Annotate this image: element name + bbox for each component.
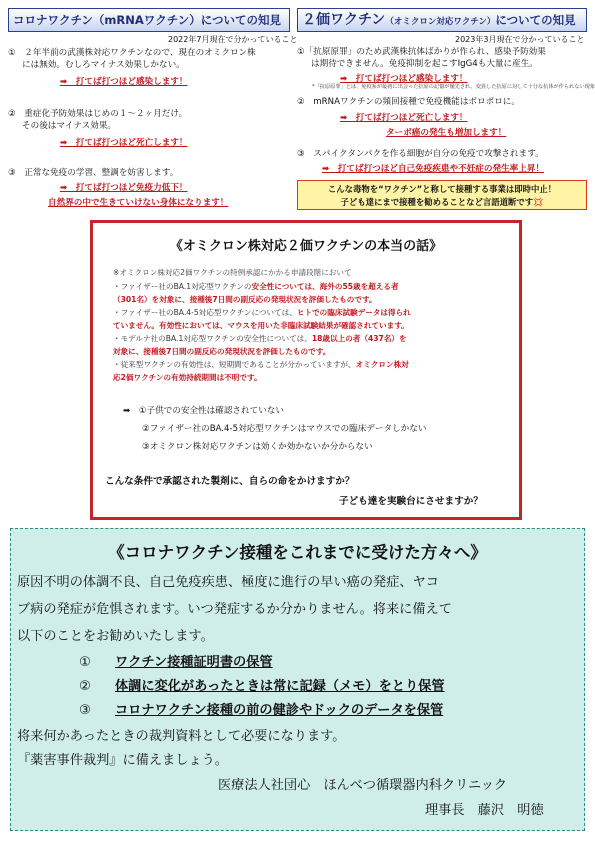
omicron-line-a: ・モデルナ社のBA.1対応型ワクチンの安全性については、: [113, 334, 312, 343]
right-item3-line1: ③ スパイクタンパクを作る細胞が自分の免疫で攻撃されます。: [297, 149, 544, 159]
right-item3-result: ➡ 打てば打つほど自己免疫疾患や不妊症の発生率上昇！: [322, 164, 545, 174]
omicron-line: [113, 307, 411, 319]
omicron-point-1: ➡ ①子供での安全性は確認されていない: [123, 406, 284, 416]
question-1: こんな条件で承認された製剤に、自らの命をかけますか？: [105, 476, 355, 487]
right-item1-result: ➡ 打てば打つほど感染します！: [340, 74, 468, 84]
right-as-of: 2023年3月現在で分かっていること: [455, 35, 585, 44]
omicron-line-b: ヒトでの臨床試験データは得られ: [296, 308, 411, 317]
right-item1-note: *「抗原原罪」とは、免疫系が最初に出会った抗原の記憶が優先され、変異した抗原に対して十分な抗体が作られない現象: [312, 84, 595, 90]
omicron-line: [113, 346, 330, 358]
left-item3-result2: 自然界の中で生きていけない身体になります！: [48, 198, 229, 208]
right-item2-result2: ターボ癌の発生も増加します！: [386, 128, 507, 138]
omicron-line-b: ていません。有効性においては、マウスを用いた非臨床試験結果が確認されています。: [113, 321, 409, 330]
omicron-line-b: 対象に、接種後7日間の副反応の発現状況を評価したものです。: [113, 347, 331, 356]
recommendation-para-5: 『薬害事件裁判』に備えましょう。: [17, 753, 228, 768]
omicron-line-b: 応2価ワクチンの有効持続期間は不明です。: [113, 373, 262, 382]
right-item1-line1: ①「抗原原罪」のため武漢株抗体ばかりが作られ、感染予防効果: [297, 47, 546, 57]
recommendation-1: ワクチン接種証明書の保管: [115, 655, 273, 670]
omicron-line: [113, 372, 262, 384]
recommendation-3: コロナワクチン接種の前の健診やドックのデータを保管: [115, 703, 444, 718]
recommendation-para-1: 原因不明の体調不良、自己免疫疾患、極度に進行の早い癌の発症、ヤコ: [17, 575, 439, 590]
right-item2-line1: ② mRNAワクチンの頻回接種で免疫機能はボロボロに。: [297, 97, 520, 107]
omicron-point-3: ③オミクロン株対応ワクチンは効くか効かないか分からない: [142, 442, 373, 452]
left-item1-result: ➡ 打てば打つほど感染します！: [60, 77, 188, 87]
left-item2-result: ➡ 打てば打つほど死亡します！: [60, 138, 188, 148]
recommendation-3-number: ③: [79, 703, 91, 718]
right-item1-line2: は期待できません。免疫抑制を起こすIgG4も大量に産生。: [311, 59, 538, 69]
recommendation-para-3: 以下のことをお勧めいたします。: [17, 629, 214, 644]
omicron-line: [113, 281, 399, 293]
omicron-truth-box: [90, 220, 522, 520]
warning-box: [297, 180, 587, 210]
omicron-line-b: （301名）を対象に、接種後7日間の副反応の発現状況を評価したものです。: [113, 295, 377, 304]
omicron-line: [113, 294, 377, 306]
right-header-big: ２価ワクチン: [302, 12, 386, 28]
left-item3-line1: ③ 正常な免疫の学習、整調を妨害します。: [8, 168, 179, 178]
recommendation-2-number: ②: [79, 679, 91, 694]
omicron-line: [113, 333, 407, 345]
omicron-line-a: ・ファイザー社のBA.4-5対応型ワクチンについては、: [113, 308, 297, 317]
director-name: 理事長 藤沢 明徳: [425, 803, 544, 818]
recommendation-title: 《コロナワクチン接種をこれまでに受けた方々へ》: [108, 543, 487, 562]
left-item2-line2: その後はマイナス効果。: [22, 121, 117, 131]
left-header: コロナワクチン（mRNAワクチン）についての知見: [8, 8, 290, 32]
question-2: 子ども達を実験台にさせますか？: [339, 496, 483, 507]
warning-line2: 子ども達にまで接種を勧めることなど言語道断です💢: [340, 197, 544, 207]
omicron-line: [113, 320, 409, 332]
left-item2-line1: ② 重症化予防効果はじめの１〜２ヶ月だけ。: [8, 109, 188, 119]
clinic-name: 医療法人社団心 ほんべつ循環器内科クリニック: [218, 778, 508, 793]
omicron-line: [113, 359, 409, 371]
omicron-line-a: ・ファイザー社のBA.1対応型ワクチンの: [113, 282, 252, 291]
right-header: [297, 8, 587, 32]
left-item1-line1: ① ２年半前の武漢株対応ワクチンなので、現在のオミクロン株: [8, 48, 256, 58]
recommendation-para-4: 将来何かあったときの裁判資料として必要になります。: [17, 729, 346, 744]
right-item2-result: ➡ 打てば打つほど死亡します！: [340, 113, 468, 123]
left-item3-result: ➡ 打てば打つほど免疫力低下！: [60, 183, 188, 193]
omicron-line-a: ・従来型ワクチンの有効性は、短期間であることが分かっていますが、: [113, 360, 356, 369]
right-header-tail: についての知見: [495, 13, 576, 27]
recommendation-box: [10, 528, 585, 831]
omicron-line-b: オミクロン株対: [355, 360, 409, 369]
left-item1-line2: には無効。むしろマイナス効果しかない。: [22, 60, 185, 70]
omicron-intro: ※オミクロン株対応2価ワクチンの特例承認にかかる申請段階において: [113, 268, 352, 277]
recommendation-1-number: ①: [79, 655, 91, 670]
recommendation-2: 体調に変化があったときは常に記録（メモ）をとり保管: [115, 679, 445, 694]
omicron-truth-title: 《オミクロン株対応２価ワクチンの本当の話》: [169, 239, 443, 254]
omicron-line-b: 18歳以上の者（437名）を: [311, 334, 407, 343]
omicron-point-2: ②ファイザー社のBA.4-5対応型ワクチンはマウスでの臨床データしかない: [142, 424, 427, 434]
left-as-of: 2022年7月現在で分かっていること: [168, 35, 298, 44]
warning-line1: こんな毒物を“ワクチン”と称して接種する事業は即時中止！: [327, 184, 557, 194]
recommendation-para-2: ブ病の発症が危惧されます。いつ発症するか分かりません。将来に備えて: [17, 602, 452, 617]
right-header-small: （オミクロン対応ワクチン）: [385, 17, 496, 27]
omicron-line-b: 安全性については、海外の55歳を超える者: [251, 282, 399, 291]
